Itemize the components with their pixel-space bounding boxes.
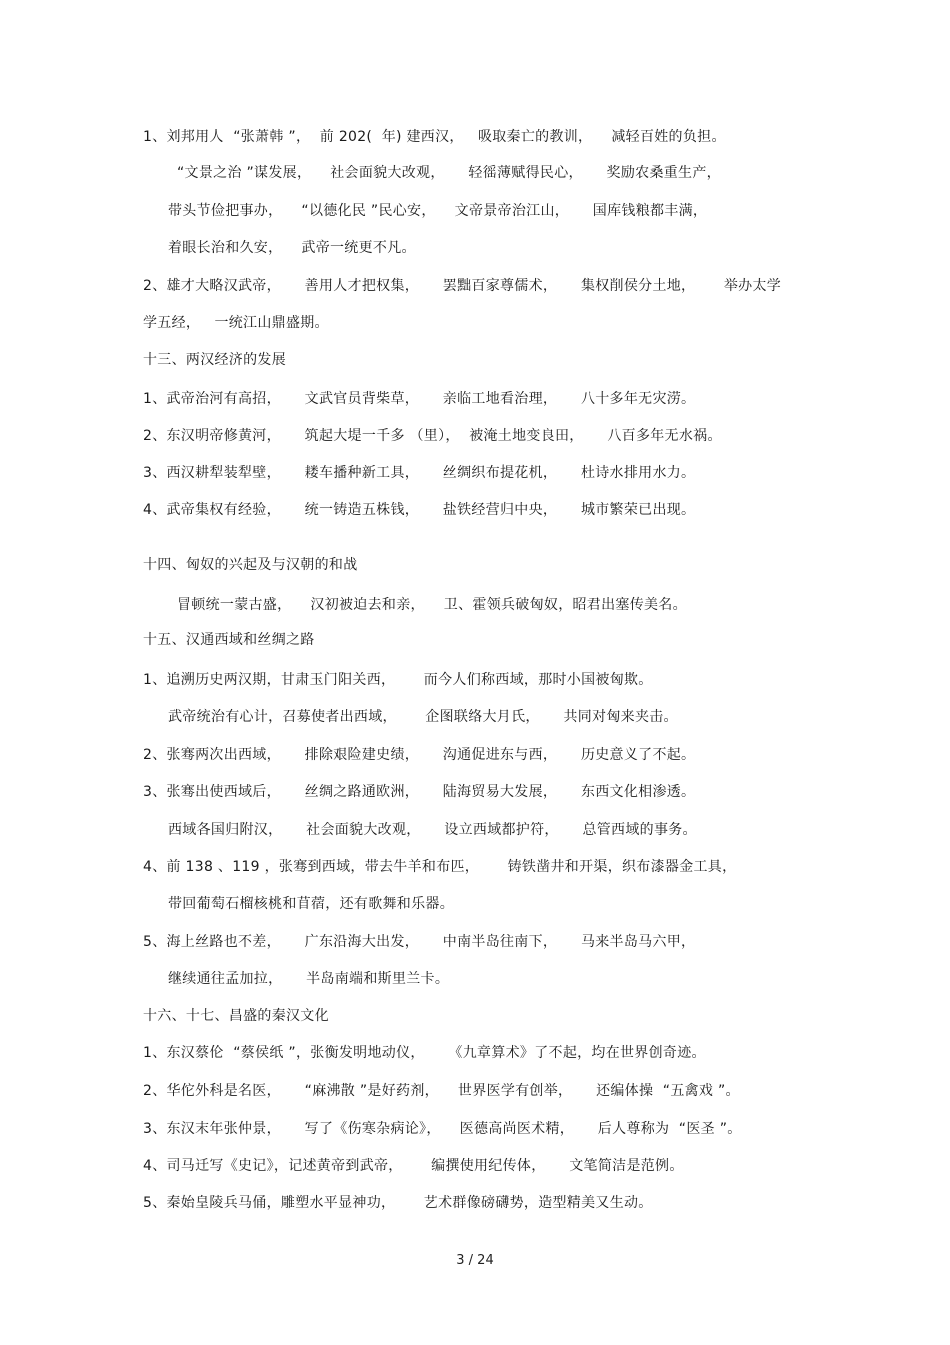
section-heading: 十六、十七、昌盛的秦汉文化 [143,1008,329,1024]
text-line: 继续通往孟加拉， 半岛南端和斯里兰卡。 [168,971,450,987]
text-line: 1、刘邦用人 “张萧韩 ”， 前 202( 年) 建西汉， 吸取秦亡的教训， 减轻百姓的负担。 [143,129,726,145]
text-line: 2、东汉明帝修黄河， 筑起大堤一千多 （里）， 被淹土地变良田， 八百多年无水祸。 [143,428,722,444]
text-line: “文景之治 ”谋发展， 社会面貌大改观， 轻徭薄赋得民心， 奖励农桑重生产， [177,165,721,181]
text-line: 冒顿统一蒙古盛， 汉初被迫去和亲， 卫、霍领兵破匈奴，昭君出塞传美名。 [177,597,687,613]
text-line: 4、司马迁写《史记》，记述黄帝到武帝， 编撰使用纪传体， 文笔简洁是范例。 [143,1158,684,1174]
text-line: 2、华佗外科是名医， “麻沸散 ”是好药剂， 世界医学有创举， 还编体操 “五禽戏 ”。 [143,1083,740,1099]
text-line: 着眼长治和久安， 武帝一统更不凡。 [168,240,416,256]
text-line: 4、前 138 、119 ，张骞到西域，带去牛羊和布匹， 铸铁凿井和开渠，织布漆器金工具， [143,859,737,875]
text-line: 1、东汉蔡伦 “蔡侯纸 ”，张衡发明地动仪， 《九章算术》了不起，均在世界创奇迹。 [143,1045,706,1061]
text-line: 带回葡萄石榴核桃和苜蓿，还有歌舞和乐器。 [168,896,454,912]
text-line: 5、秦始皇陵兵马俑，雕塑水平显神功， 艺术群像磅礴势，造型精美又生动。 [143,1195,653,1211]
text-line: 3、西汉耕犁装犁壁， 耧车播种新工具， 丝绸织布提花机， 杜诗水排用水力。 [143,465,696,481]
text-line: 西域各国归附汉， 社会面貌大改观， 设立西域都护符， 总管西域的事务。 [168,822,697,838]
section-heading: 十四、匈奴的兴起及与汉朝的和战 [143,557,358,573]
text-line: 学五经， 一统江山鼎盛期。 [143,315,329,331]
text-line: 带头节俭把事办， “以德化民 ”民心安， 文帝景帝治江山， 国库钱粮都丰满， [168,203,708,219]
text-line: 2、雄才大略汉武帝， 善用人才把权集， 罢黜百家尊儒术， 集权削侯分土地， 举办太学 [143,278,782,294]
text-line: 1、追溯历史两汉期，甘肃玉门阳关西， 而今人们称西域，那时小国被匈欺。 [143,672,653,688]
section-heading: 十五、汉通西域和丝绸之路 [143,632,315,648]
text-line: 3、东汉末年张仲景， 写了《伤寒杂病论》， 医德高尚医术精， 后人尊称为 “医圣 ”。 [143,1121,742,1137]
text-line: 4、武帝集权有经验， 统一铸造五株钱， 盐铁经营归中央， 城市繁荣已出现。 [143,502,696,518]
section-heading: 十三、两汉经济的发展 [143,352,286,368]
text-line: 5、海上丝路也不差， 广东沿海大出发， 中南半岛往南下， 马来半岛马六甲， [143,934,696,950]
text-line: 武帝统治有心计，召募使者出西域， 企图联络大月氏， 共同对匈来夹击。 [168,709,678,725]
text-line: 1、武帝治河有高招， 文武官员背柴草， 亲临工地看治理， 八十多年无灾涝。 [143,391,696,407]
text-line: 2、张骞两次出西域， 排除艰险建史绩， 沟通促进东与西， 历史意义了不起。 [143,747,696,763]
page-number: 3 / 24 [456,1253,494,1268]
text-line: 3、张骞出使西域后， 丝绸之路通欧洲， 陆海贸易大发展， 东西文化相渗透。 [143,784,696,800]
